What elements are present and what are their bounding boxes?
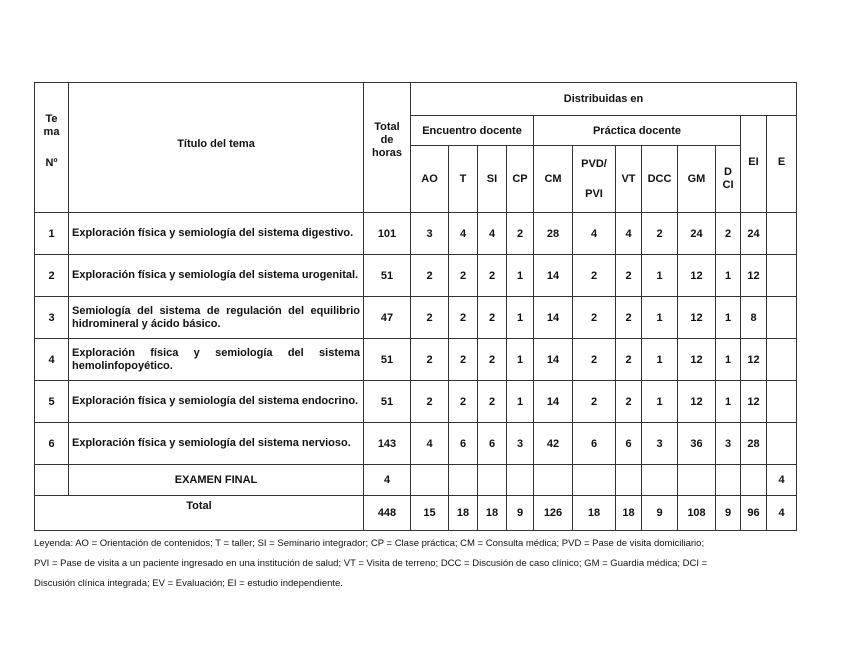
legend-line: PVI = Pase de visita a un paciente ingresado en una institución de salud; VT = Visita de terreno; DCC = Discusión de caso clínico; GM = Guardia médica; DCI = — [34, 558, 708, 569]
row-title: Exploración física y semiología del sistema endocrino. — [69, 381, 364, 423]
cell-dcc: 1 — [642, 381, 678, 423]
cell-e — [767, 213, 797, 255]
cell-e — [767, 423, 797, 465]
cell-cm: 28 — [534, 213, 573, 255]
cell-gm: 36 — [678, 423, 716, 465]
col-gm: GM — [678, 146, 716, 213]
row-title: Exploración física y semiología del sistema digestivo. — [69, 213, 364, 255]
cell-dcc: 1 — [642, 297, 678, 339]
cell-ei: 28 — [741, 423, 767, 465]
col-cm: CM — [534, 146, 573, 213]
total-dcc: 9 — [642, 496, 678, 531]
cell-pvd: 2 — [573, 255, 616, 297]
col-dci: D CI — [716, 146, 741, 213]
cell-ao: 2 — [411, 255, 449, 297]
cell-e — [767, 297, 797, 339]
cell-t: 2 — [449, 381, 478, 423]
cell-vt: 2 — [616, 255, 642, 297]
exam-hours: 4 — [364, 465, 411, 496]
col-vt: VT — [616, 146, 642, 213]
header-encuentro: Encuentro docente — [411, 116, 534, 146]
header-distribuidas: Distribuidas en — [411, 83, 797, 116]
total-ei: 96 — [741, 496, 767, 531]
cell-si: 2 — [478, 297, 507, 339]
table-row — [35, 297, 797, 339]
row-title: Exploración física y semiología del sistema hemolinfopoyético. — [69, 339, 364, 381]
row-hours: 51 — [364, 381, 411, 423]
col-pvd: PVD/ PVI — [573, 146, 616, 213]
total-ao: 15 — [411, 496, 449, 531]
cell-si: 2 — [478, 381, 507, 423]
cell-si: 2 — [478, 255, 507, 297]
cell-t: 4 — [449, 213, 478, 255]
cell-ao: 4 — [411, 423, 449, 465]
legend-line: Leyenda: AO = Orientación de contenidos; T = taller; SI = Seminario integrador; CP = Clase práctica; CM = Consulta médica; PVD = Pase de visita domiciliario; — [34, 538, 705, 549]
row-number: 3 — [35, 297, 69, 339]
cell-ei: 12 — [741, 381, 767, 423]
cell-vt: 2 — [616, 297, 642, 339]
row-number: 1 — [35, 213, 69, 255]
cell-dci: 1 — [716, 339, 741, 381]
total-cp: 9 — [507, 496, 534, 531]
cell-vt: 2 — [616, 381, 642, 423]
total-gm: 108 — [678, 496, 716, 531]
row-title: Exploración física y semiología del sistema nervioso. — [69, 423, 364, 465]
cell-ao: 2 — [411, 381, 449, 423]
row-hours: 51 — [364, 255, 411, 297]
total-label: Total — [35, 496, 364, 531]
header-ei: EI — [741, 116, 767, 213]
table-row — [35, 339, 797, 381]
cell-si: 6 — [478, 423, 507, 465]
cell-e — [767, 255, 797, 297]
cell-cp: 1 — [507, 297, 534, 339]
header-e: E — [767, 116, 797, 213]
cell-gm: 12 — [678, 255, 716, 297]
total-dci: 9 — [716, 496, 741, 531]
cell-dci: 1 — [716, 381, 741, 423]
total-e: 4 — [767, 496, 797, 531]
cell-si: 2 — [478, 339, 507, 381]
row-title: Exploración física y semiología del sistema urogenital. — [69, 255, 364, 297]
table-row — [35, 423, 797, 465]
cell-dcc: 1 — [642, 339, 678, 381]
row-hours: 51 — [364, 339, 411, 381]
cell-t: 2 — [449, 339, 478, 381]
cell-cm: 14 — [534, 381, 573, 423]
cell-e — [767, 339, 797, 381]
cell-gm: 12 — [678, 381, 716, 423]
cell-ei: 12 — [741, 339, 767, 381]
cell-vt: 6 — [616, 423, 642, 465]
cell-cm: 14 — [534, 255, 573, 297]
col-ao: AO — [411, 146, 449, 213]
exam-number — [35, 465, 69, 496]
cell-dcc: 1 — [642, 255, 678, 297]
cell-cp: 1 — [507, 381, 534, 423]
header-row-1 — [35, 83, 797, 116]
total-pvd: 18 — [573, 496, 616, 531]
cell-ao: 3 — [411, 213, 449, 255]
header-total-horas: Total de horas — [364, 83, 411, 213]
table-row — [35, 213, 797, 255]
cell-ao: 2 — [411, 339, 449, 381]
row-title: Semiología del sistema de regulación del equilibrio hidromineral y ácido básico. — [69, 297, 364, 339]
cell-gm: 24 — [678, 213, 716, 255]
cell-pvd: 2 — [573, 297, 616, 339]
cell-cp: 1 — [507, 339, 534, 381]
cell-dcc: 3 — [642, 423, 678, 465]
cell-dci: 1 — [716, 255, 741, 297]
header-practica: Práctica docente — [534, 116, 741, 146]
exam-title: EXAMEN FINAL — [69, 465, 364, 496]
cell-gm: 12 — [678, 297, 716, 339]
cell-dci: 3 — [716, 423, 741, 465]
cell-pvd: 2 — [573, 381, 616, 423]
cell-pvd: 4 — [573, 213, 616, 255]
cell-ei: 8 — [741, 297, 767, 339]
row-number: 4 — [35, 339, 69, 381]
cell-dci: 2 — [716, 213, 741, 255]
total-t: 18 — [449, 496, 478, 531]
cell-vt: 2 — [616, 339, 642, 381]
cell-cp: 2 — [507, 213, 534, 255]
cell-pvd: 6 — [573, 423, 616, 465]
total-cm: 126 — [534, 496, 573, 531]
cell-cp: 3 — [507, 423, 534, 465]
cell-dci: 1 — [716, 297, 741, 339]
cell-t: 2 — [449, 297, 478, 339]
row-number: 2 — [35, 255, 69, 297]
cell-pvd: 2 — [573, 339, 616, 381]
exam-e: 4 — [767, 465, 797, 496]
row-number: 5 — [35, 381, 69, 423]
total-si: 18 — [478, 496, 507, 531]
col-si: SI — [478, 146, 507, 213]
cell-cm: 14 — [534, 339, 573, 381]
exam-row — [35, 465, 797, 496]
cell-ei: 24 — [741, 213, 767, 255]
cell-t: 2 — [449, 255, 478, 297]
cell-dcc: 2 — [642, 213, 678, 255]
total-hours: 448 — [364, 496, 411, 531]
row-number: 6 — [35, 423, 69, 465]
cell-cp: 1 — [507, 255, 534, 297]
cell-t: 6 — [449, 423, 478, 465]
total-vt: 18 — [616, 496, 642, 531]
col-dcc: DCC — [642, 146, 678, 213]
cell-gm: 12 — [678, 339, 716, 381]
table-row — [35, 381, 797, 423]
row-hours: 143 — [364, 423, 411, 465]
row-hours: 47 — [364, 297, 411, 339]
cell-ei: 12 — [741, 255, 767, 297]
col-t: T — [449, 146, 478, 213]
cell-cm: 14 — [534, 297, 573, 339]
col-cp: CP — [507, 146, 534, 213]
header-tema: Te ma Nº — [35, 83, 69, 213]
table-row — [35, 255, 797, 297]
study-plan-table — [34, 82, 797, 531]
header-titulo: Título del tema — [69, 83, 364, 213]
legend-line: Discusión clínica integrada; EV = Evaluación; EI = estudio independiente. — [34, 578, 343, 589]
cell-vt: 4 — [616, 213, 642, 255]
cell-cm: 42 — [534, 423, 573, 465]
cell-e — [767, 381, 797, 423]
cell-si: 4 — [478, 213, 507, 255]
row-hours: 101 — [364, 213, 411, 255]
cell-ao: 2 — [411, 297, 449, 339]
total-row — [35, 496, 797, 531]
legend — [34, 534, 824, 594]
